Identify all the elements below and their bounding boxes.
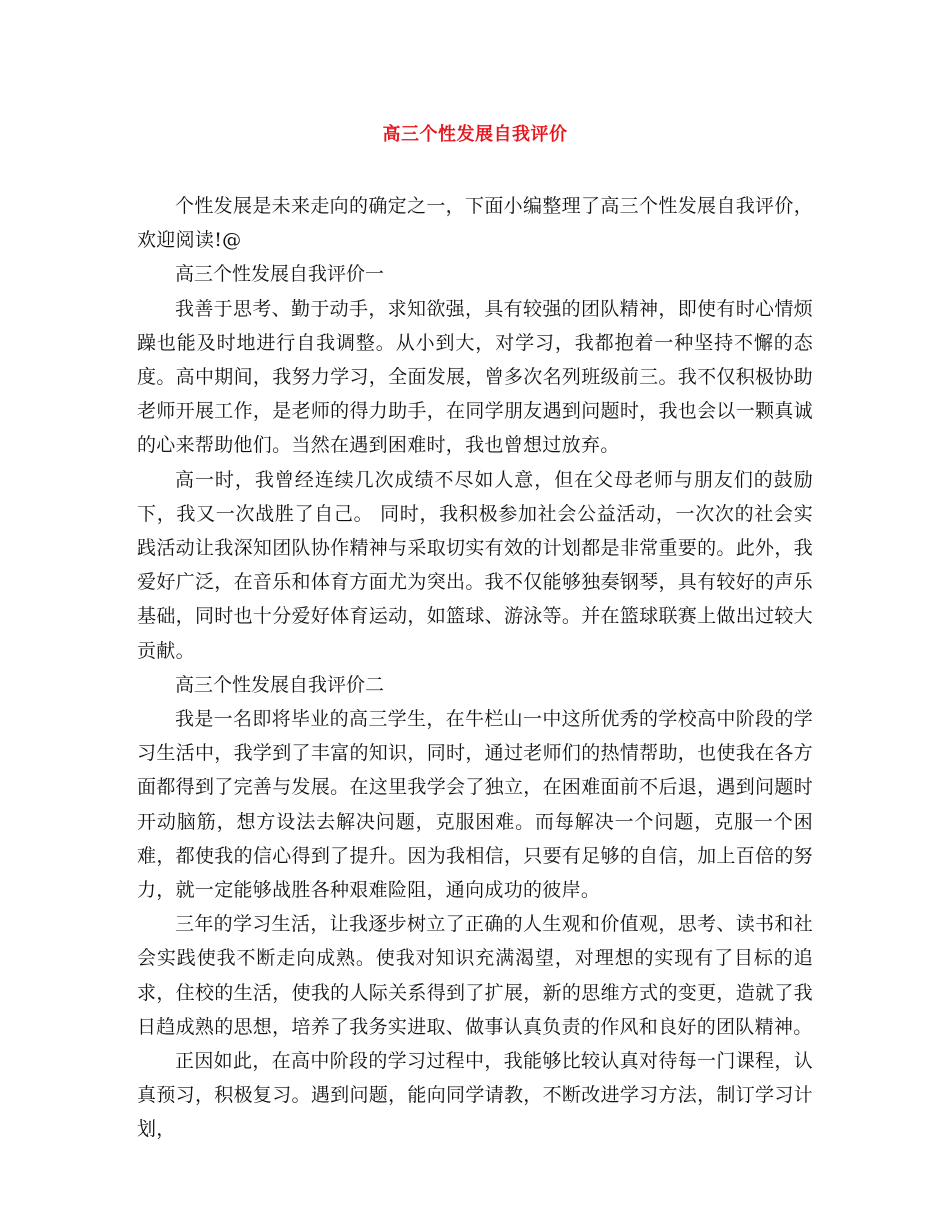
section-heading-1: 高三个性发展自我评价一 — [175, 263, 385, 286]
section-1-paragraph-2: 高一时，我曾经连续几次成绩不尽如人意，但在父母老师与朋友们的鼓励下，我又一次战胜了自己。 同时，我积极参加社会公益活动，一次次的社会实践活动让我深知团队协作精神与采取切实有效的计划都是非常重要的。此外，我爱好广泛，在音乐和体育方面尤为突出。我不仅能够独奏钢琴，具有较好的声乐基础，同时也十分爱好体育运动，如篮球、游泳等。并在篮球联赛上做出过较大贡献。 — [137, 468, 813, 662]
section-2-paragraph-2: 三年的学习生活，让我逐步树立了正确的人生观和价值观，思考、读书和社会实践使我不断走向成熟。使我对知识充满渴望，对理想的实现有了目标的追求，住校的生活，使我的人际关系得到了扩展，新的思维方式的变更，造就了我日趋成熟的思想，培养了我务实进取、做事认真负责的作风和良好的团队精神。 — [137, 913, 813, 1038]
intro-paragraph: 个性发展是未来走向的确定之一，下面小编整理了高三个性发展自我评价，欢迎阅读!@ — [137, 195, 813, 252]
section-heading-2: 高三个性发展自我评价二 — [175, 673, 385, 696]
section-2-paragraph-3: 正因如此，在高中阶段的学习过程中，我能够比较认真对待每一门课程，认真预习，积极复习。遇到问题，能向同学请教，不断改进学习方法，制订学习计划， — [137, 1050, 813, 1141]
document-page — [137, 118, 813, 1147]
document-title: 高三个性发展自我评价 — [382, 124, 568, 145]
section-2-paragraph-1: 我是一名即将毕业的高三学生，在牛栏山一中这所优秀的学校高中阶段的学习生活中，我学到了丰富的知识，同时，通过老师们的热情帮助，也使我在各方面都得到了完善与发展。在这里我学会了独立，在困难面前不后退，遇到问题时开动脑筋，想方设法去解决问题，克服困难。而每解决一个问题，克服一个困难，都使我的信心得到了提升。因为我相信，只要有足够的自信，加上百倍的努力，就一定能够战胜各种艰难险阻，通向成功的彼岸。 — [137, 708, 813, 902]
section-1-paragraph-1: 我善于思考、勤于动手，求知欲强，具有较强的团队精神，即使有时心情烦躁也能及时地进行自我调整。从小到大，对学习，我都抱着一种坚持不懈的态度。高中期间，我努力学习，全面发展，曾多次名列班级前三。我不仅积极协助老师开展工作，是老师的得力助手，在同学朋友遇到问题时，我也会以一颗真诚的心来帮助他们。当然在遇到困难时，我也曾想过放弃。 — [137, 297, 813, 457]
